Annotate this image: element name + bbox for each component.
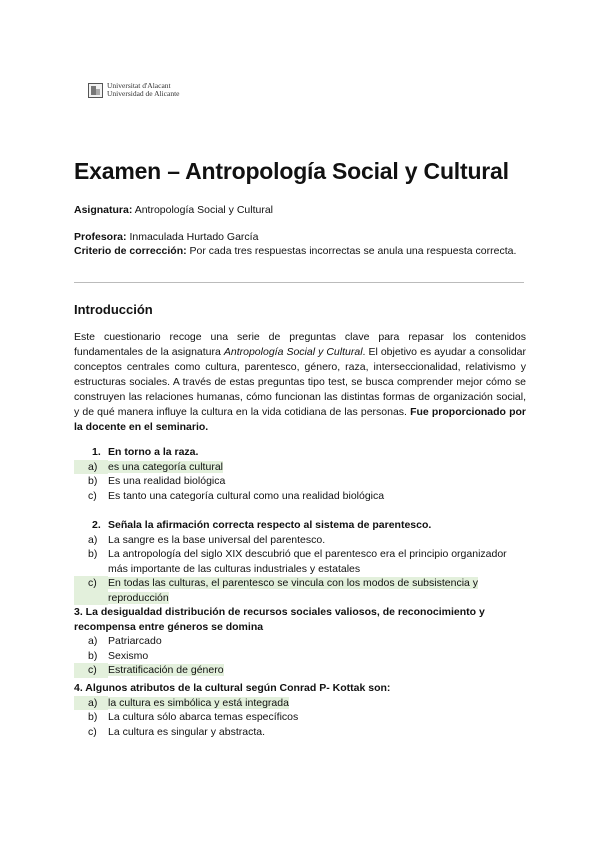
question-3-option-b — [74, 649, 526, 664]
option-text: Es tanto una categoría cultural como una realidad biológica — [108, 489, 385, 502]
logo-line-2: Universidad de Alicante — [107, 89, 180, 98]
option-letter: c) — [74, 663, 108, 678]
question-1-number: 1. — [92, 446, 101, 458]
option-letter: a) — [88, 533, 98, 546]
exam-title: Examen – Antropología Social y Cultural — [74, 158, 509, 184]
university-logo-text — [107, 82, 179, 98]
option-letter: c) — [88, 725, 97, 738]
criteria-line — [74, 244, 526, 258]
option-text: la cultura es simbólica y está integrada — [108, 696, 289, 709]
option-text: En todas las culturas, el parentesco se vincula con los modos de subsistencia y reproducción — [108, 577, 479, 604]
question-2-option-a — [74, 533, 526, 548]
question-1 — [74, 445, 526, 503]
teacher-line — [74, 230, 258, 244]
intro-text-before: Este cuestionario recoge una serie de preguntas clave para repasar los contenidos fundamentales de la asignatura — [74, 331, 526, 358]
intro-text-after: . El objetivo es ayudar a consolidar conceptos centrales como cultura, parentesco, género, raza, interseccionalidad, relativismo y estructuras sociales. A través de estas preguntas tipo test, se busca comprender mejor cómo se construyen las relaciones humanas, cómo funcionan las distintas formas de organización social, y de qué manera influye la cultura en la vida cotidiana de las personas. — [74, 346, 527, 418]
question-3-option-c — [74, 663, 526, 678]
option-letter: a) — [74, 460, 108, 475]
teacher-label: Profesora: — [74, 231, 127, 243]
option-text: Sexismo — [108, 649, 149, 662]
option-text: Estratificación de género — [108, 664, 224, 676]
teacher-value: Inmaculada Hurtado García — [129, 231, 259, 243]
option-letter: a) — [88, 635, 98, 647]
option-text: Patriarcado — [108, 635, 162, 647]
criteria-label: Criterio de corrección: — [74, 245, 187, 257]
option-text: es una categoría cultural — [108, 460, 223, 473]
university-logo — [88, 82, 179, 98]
question-2-text: Señala la afirmación correcta respecto al sistema de parentesco. — [108, 519, 432, 531]
option-text: La antropología del siglo XIX descubrió que el parentesco era el principio organizador más importante de las culturas industriales y estatales — [108, 548, 507, 575]
option-letter: c) — [88, 489, 97, 502]
logo-line-1: Universitat d'Alacant — [107, 81, 171, 90]
divider — [74, 282, 524, 283]
question-3-option-a — [74, 634, 526, 649]
question-1-option-b — [74, 474, 526, 489]
question-1-text: En torno a la raza. — [108, 446, 199, 458]
question-2-option-b — [74, 547, 526, 576]
option-letter: b) — [88, 548, 98, 560]
option-letter: c) — [74, 576, 108, 605]
option-text: La cultura sólo abarca temas específicos — [108, 711, 299, 723]
option-text: La cultura es singular y abstracta. — [108, 725, 265, 738]
option-letter: b) — [88, 475, 98, 487]
question-3 — [74, 605, 526, 678]
question-4 — [74, 681, 526, 739]
option-text: La sangre es la base universal del parentesco. — [108, 533, 326, 546]
subject-label: Asignatura: — [74, 204, 133, 216]
intro-bold: Fue proporcionado por la docente en el seminario. — [74, 406, 526, 433]
question-1-option-c — [74, 489, 526, 504]
question-2-title — [74, 518, 526, 533]
question-2-option-c — [74, 576, 526, 605]
intro-italic: Antropología Social y Cultural — [223, 346, 363, 358]
option-letter: b) — [88, 711, 98, 723]
question-3-title: 3. La desigualdad distribución de recursos sociales valiosos, de reconocimiento y recompensa entre géneros se domina — [74, 606, 485, 633]
question-2 — [74, 518, 526, 605]
option-letter: a) — [74, 696, 108, 711]
subject-line — [74, 203, 273, 217]
option-letter: b) — [88, 649, 98, 662]
question-4-title: 4. Algunos atributos de la cultural según Conrad P- Kottak son: — [74, 682, 391, 694]
question-4-option-b — [74, 710, 526, 725]
question-2-number: 2. — [92, 519, 101, 531]
intro-heading: Introducción — [74, 302, 153, 317]
question-4-option-c — [74, 725, 526, 740]
question-4-option-a — [74, 696, 526, 711]
question-1-title — [74, 445, 526, 460]
university-logo-icon — [88, 83, 103, 98]
question-1-option-a — [74, 460, 526, 475]
criteria-value: Por cada tres respuestas incorrectas se anula una respuesta correcta. — [189, 245, 517, 257]
subject-value: Antropología Social y Cultural — [134, 204, 274, 216]
option-text: Es una realidad biológica — [108, 475, 226, 487]
intro-paragraph — [74, 330, 526, 435]
